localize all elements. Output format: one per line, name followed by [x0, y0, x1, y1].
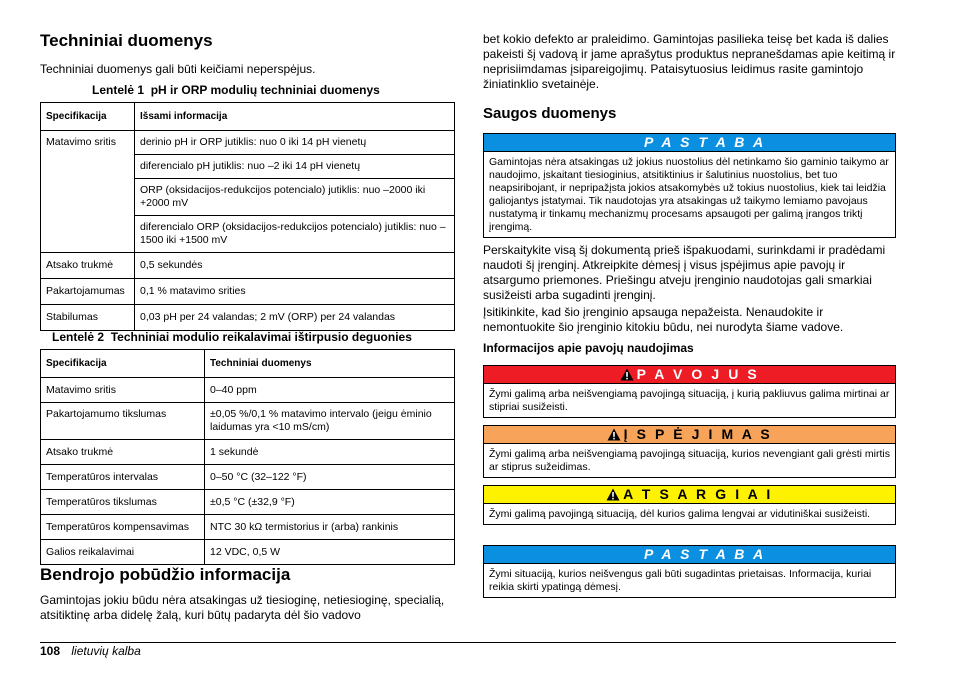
notice-text: Žymi situaciją, kurios neišvengus gali būti sugadintas prietaisas. Informacija, kuriai reikia skirti ypatingą dėmesį. — [489, 568, 872, 593]
table-row — [41, 305, 455, 331]
warning-text: Žymi galimą arba neišvengiamą pavojingą situaciją, kurios nevengiant gali grėsti mirtis ar stiprus sužeidimas. — [489, 448, 890, 473]
table-cell: ±0,5 °C (±32,9 °F) — [205, 490, 455, 515]
table-row — [41, 131, 455, 155]
table-row — [41, 279, 455, 305]
table-cell: Pakartojamumo tikslumas — [41, 403, 205, 440]
general-info-text: Gamintojas jokiu būdu nėra atsakingas už tiesioginę, netiesioginę, specialią, atsitiktinę arba didelę žalą, kuri būtų padaryta dėl šio vadovo — [40, 593, 445, 622]
table-cell: Atsako trukmė — [41, 253, 135, 279]
table2-caption-number: Lentelė 2 — [52, 330, 105, 344]
safety-paragraph-2: Įsitikinkite, kad šio įrenginio apsauga nepažeista. Nenaudokite ir nemontuokite šio įrenginio kitokiu būdu, nei nurodyta šiame vadove. — [483, 305, 844, 334]
table-cell: derinio pH ir ORP jutiklis: nuo 0 iki 14 pH vienetų — [135, 131, 455, 155]
table-cell: Matavimo sritis — [41, 131, 135, 253]
warning-box — [483, 425, 896, 478]
table-header-row — [41, 350, 455, 378]
table-cell: Temperatūros kompensavimas — [41, 515, 205, 540]
notice-label-bar: P A S T A B A — [484, 134, 895, 152]
table-row — [41, 440, 455, 465]
table-row — [41, 465, 455, 490]
caution-box — [483, 485, 896, 525]
notice-label-bar: P A S T A B A — [484, 546, 895, 564]
hazard-info-heading: Informacijos apie pavojų naudojimas — [483, 341, 694, 355]
table-cell: ORP (oksidacijos-redukcijos potencialo) jutiklis: nuo –2000 iki +2000 mV — [135, 179, 455, 216]
table-row — [41, 378, 455, 403]
table-cell: NTC 30 kΩ termistorius ir (arba) rankinis — [205, 515, 455, 540]
general-info-continued: bet kokio defekto ar praleidimo. Gamintojas pasilieka teisę bet kada iš dalies pakeisti šį vadovą ir jame aprašytus produktus nepranešdamas apie keitimą ir neprisiimdamas įsipareigojimų. Pataisytuosius leidimus rasite gamintojo žiniatinklio svetainėje. — [483, 32, 896, 91]
table-cell: 1 sekundė — [205, 440, 455, 465]
table-header-cell: Specifikacija — [41, 103, 135, 131]
caution-label: A T S A R G I A I — [623, 486, 773, 502]
table-row — [41, 253, 455, 279]
table-cell: Matavimo sritis — [41, 378, 205, 403]
table-row — [41, 403, 455, 440]
table2-caption-text: Techniniai modulio reikalavimai ištirpusio deguonies — [110, 330, 412, 344]
table-cell: Temperatūros tikslumas — [41, 490, 205, 515]
page-footer — [40, 644, 141, 658]
table-cell: 0,03 pH per 24 valandas; 2 mV (ORP) per 24 valandas — [135, 305, 455, 331]
tech-data-heading: Techniniai duomenys — [40, 31, 213, 50]
warning-label: Į S P Ė J I M A S — [623, 426, 773, 442]
table-cell: diferencialo pH jutiklis: nuo –2 iki 14 pH vienetų — [135, 155, 455, 179]
safety-heading: Saugos duomenys — [483, 105, 617, 122]
table-row — [41, 540, 455, 565]
table-cell: Stabilumas — [41, 305, 135, 331]
table-row — [41, 515, 455, 540]
danger-label: P A V O J U S — [636, 366, 760, 382]
table-header-cell: Išsami informacija — [135, 103, 455, 131]
safety-paragraph-1: Perskaitykite visą šį dokumentą prieš išpakuodami, surinkdami ir pradėdami naudoti šį įrenginį. Atkreipkite dėmesį į visus įspėjimus apie pavojų ir atsargumo priemones. Priešingu atveju įrenginio naudotojas gali smarkiai susižeisti arba sugadinti įrenginį. — [483, 243, 886, 302]
dissolved-oxygen-spec-table — [40, 349, 455, 565]
notice-box-2 — [483, 545, 896, 598]
warning-triangle-icon — [606, 488, 620, 501]
notice-box-1 — [483, 133, 896, 238]
caution-text: Žymi galimą pavojingą situaciją, dėl kurios galima lengvai ar vidutiniškai susižeisti. — [489, 508, 871, 520]
table-header-cell: Specifikacija — [41, 350, 205, 378]
warning-triangle-icon — [620, 368, 634, 381]
danger-text: Žymi galimą arba neišvengiamą pavojingą situaciją, į kurią pakliuvus galima mirtinai ar stipriai susižeisti. — [489, 388, 890, 413]
table-cell: diferencialo ORP (oksidacijos-redukcijos potencialo) jutiklis: nuo –1500 iki +1500 mV — [135, 216, 455, 253]
danger-box — [483, 365, 896, 418]
footer-divider — [40, 642, 896, 643]
table-cell: 0–40 ppm — [205, 378, 455, 403]
table-header-cell: Techniniai duomenys — [205, 350, 455, 378]
general-info-heading: Bendrojo pobūdžio informacija — [40, 565, 291, 584]
table-cell: Galios reikalavimai — [41, 540, 205, 565]
table1-caption-number: Lentelė 1 — [92, 83, 145, 97]
table-cell: 12 VDC, 0,5 W — [205, 540, 455, 565]
table-cell: 0,1 % matavimo srities — [135, 279, 455, 305]
table-cell: Atsako trukmė — [41, 440, 205, 465]
ph-orp-spec-table — [40, 102, 455, 331]
tech-data-intro: Techniniai duomenys gali būti keičiami neperspėjus. — [40, 62, 316, 76]
warning-label-bar — [484, 426, 895, 444]
table-cell: 0–50 °C (32–122 °F) — [205, 465, 455, 490]
table1-caption — [92, 83, 380, 97]
table-cell: Pakartojamumas — [41, 279, 135, 305]
table2-caption — [52, 330, 412, 344]
table-header-row — [41, 103, 455, 131]
warning-triangle-icon — [607, 428, 621, 441]
table-cell: 0,5 sekundės — [135, 253, 455, 279]
notice-text: Gamintojas nėra atsakingas už jokius nuostolius dėl netinkamo šio gaminio taikymo ar naudojimo, įskaitant tiesioginius, atsitiktinius ir šalutinius nuostolius, bet tuo neapsiribojant, ir nepripažįsta jokios atsakomybės už tokius nuostolius, kiek tai leidžia galiojantys įstatymai. Tik naudotojas yra atsakingas už taikymo lemiamo pavojaus nustatymą ir tinkamų mechanizmų procesams apsaugoti per galimą įrangos triktį įrengimą. — [489, 156, 889, 233]
footer-language: lietuvių kalba — [71, 644, 141, 658]
table-cell: Temperatūros intervalas — [41, 465, 205, 490]
table-cell: ±0,05 %/0,1 % matavimo intervalo (jeigu ėminio laidumas yra <10 mS/cm) — [205, 403, 455, 440]
danger-label-bar — [484, 366, 895, 384]
page-number: 108 — [40, 644, 61, 658]
table-row — [41, 490, 455, 515]
caution-label-bar — [484, 486, 895, 504]
table1-caption-text: pH ir ORP modulių techniniai duomenys — [150, 83, 380, 97]
